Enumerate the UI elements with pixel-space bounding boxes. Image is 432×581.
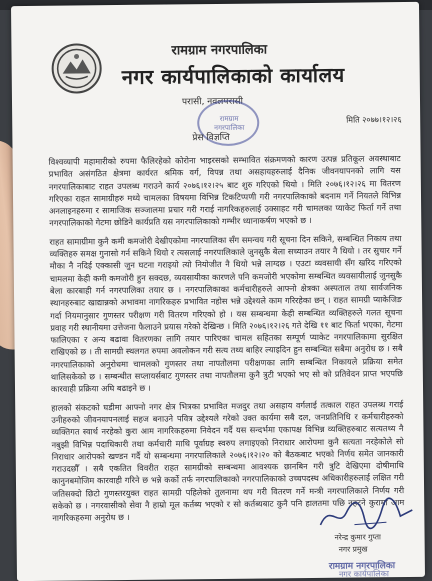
signatory-title: नगर प्रमुख: [338, 544, 368, 554]
office-title: नगर कार्यपालिकाको कार्यालय: [121, 62, 345, 89]
office-address: परासी, नवलपरासी: [181, 96, 243, 108]
signatory-name: नरेन्द्र कुमार गुप्ता: [334, 532, 381, 542]
stamp-line-1: रामग्राम नगरपालिका: [328, 561, 396, 572]
municipality-emblem-icon: [51, 43, 102, 94]
seal-text: रामग्राम नगरपालिका: [214, 114, 245, 133]
stamp-line-2: नगर कार्यपालिका: [338, 569, 389, 579]
paragraph-2: राहत सामाग्रीमा कुनै कमी कमजोरी देखीएकोमा नगरपालिका सँग समन्वय गरी सूचना दिन सकिने, सम्बन्धित निकाय तथा व्यक्तिहरु समक्ष गुनासो गर्न सकिने थियो र त्यसलाई नगरपालिकाले जुनसुकै बेला सच्याउन तयार नै थियो । तर सुचार गर्ने मौका नै नदिई एक्कासी जुन घटना गराइयो त्यो नियोजीत नै थियो भन्ने लाग्दछ । एउटा व्यवसायी सँग खरिद गरिएको चामलमा केही कमी कमजोरी हुन सक्दछ, व्यवसायीका कारणले पनि कमजोरी भएकोमा सम्बन्धित व्यवसायीलाई जुनसुकै बेला कारबाही गर्न नगरपालिका तयार छ । नगरपालिकाका कर्मचारीहरुले आफ्नो क्षेत्रका अस्पताल तथा सार्वजनिक स्थानहरुबाट खाद्यान्नको अभावमा नागरिकहरु प्रभावित नहोस भन्ने उद्देश्यले काम गरिरहेका छन् । राहत सामग्री प्याकेजिङ गर्दा नियमानुसार गुणस्तर परीक्षण गरी वितरण गरिएको हो । यस सम्बन्धमा केही सम्बन्धित व्यक्तिहरुले गलत सूचना प्रवाह गरी स्थानीयमा उत्तेजना फैलाउने प्रयास गरेको देखिन्छ । मिति २०७६।१२।२६ गते देखि ११ बाट फिर्ता भएका, गेटमा फालिएका र अन्य बढावा वितरणका लागि तयार पारिएका चामल सहितका सम्पूर्ण प्याकेट नगरपालिकामा सुरक्षित राखिएको छ । ती सामग्री स्थलगत रुपमा अवलोकन गरी सत्य तथ्य बाहिर ल्याइदिन हुन सम्बन्धित सबैमा अनुरोध छ । सबै नगरपालिकाको अनुरोधमा चामलको गुणस्तर तथा नापतौलमा परीक्षणका लागि सम्बन्धित निकायले प्रक्रिया समेत थालिसकेको छ । सम्बन्धीत सप्लायर्सबाट गुणस्तर तथा नापतौलमा कुनै त्रुटी भएको भए सो को प्रतिवेदन प्राप्त भएपछि कारवाही प्रक्रिया अघि बढाइने छ ।: [49, 232, 403, 395]
body-text: [49, 152, 405, 530]
paragraph-1: विश्वव्यापी महामारीको रुपमा फैलिरहेको कोरोना भाइरसको सम्भावित संक्रमणको कारण उत्पन्न प्रतिकूल अवस्थाबाट प्रभावित असंगठित क्षेत्रमा कार्यरत श्रमिक वर्ग, विपन्न तथा असहायहरुलाई दैनिक जीवनयापनको लागि यस नगरपालिकाबाट राहत उपलब्ध गराउने कार्य २०७६।१२।२५ बाट शुरु गरिएको थियो । मिति २०७६।१२।२६ मा वितरण गरिएका राहत सामाग्रीहरु मध्ये चामलका विषयमा विभिन्न टिकटिप्पणी गरी नगरपालिकाको बदनाम गर्ने नियतले विभिन्न अनलाइनहरुमा र सामाजिक सञ्जालमा प्रचार गरी गराई नागरिकहरुलाई उक्साहट गरी चामलका प्याकेट फिर्ता गर्ने तथा नगरपालिकाको गेटमा छोडिने कार्यप्रति यस नगरपालिकाको गम्भीर ध्यानाकर्षण भएको छ ।: [48, 153, 402, 229]
office-name-small: रामग्राम नगरपालिका: [171, 42, 268, 59]
press-release-document: [11, 2, 425, 581]
document-date: मिति २०७७।१२।२६: [346, 115, 402, 125]
paragraph-3: हालको संकटको घडीमा आफ्नो नगर क्षेत्र भित्रका प्रभावित मजदुर तथा असहाय वर्गलाई तत्काल राहत उपलब्ध गराई उनीहरुको जीवनयापनलाई सहज बनाउने पवित्र उद्देश्यले गरेको उक्त कार्यमा सबै दल, जनप्रतिनिधि र कर्मचारीहरुको व्यक्तिगत स्वार्थ नरहेको कुरा आम नागरिकहरुमा निवेदन गर्दै यस सन्दर्भमा एकापक्ष विभिन्न व्यक्तिहरुबाट सत्यतथ्य नै नबुझी विभिन्न पदाधिकारी तथा कर्मचारी माथि पूर्वाग्रह स्वरुप लगाइएको निराधार आरोपमा कुनै सत्यता नरहेकोले सो निराधार आरोपको खण्डन गर्दै यो सम्बन्धमा नगरपालिकाले २०७६।१२।२० को बैठकबाट भएको निर्णय समेत जानकारी गराउदछौँ । सबै एकतित विवरीत राहत सामग्रीको सम्बन्धमा आवश्यक छानबिन गरी त्रुटि देखिएमा दोषीमाथि कानुनबमोजिम कारवाही गरिने छ भन्ने कर्को तर्फ नगरपालिकाको नगरपालिकाको उच्चपदस्थ अधिकारीहरुलाई लक्षित गरी जतिसक्दो छिटो गुणस्तरयुक्त राहत सामग्री पहिलेको तुलनामा थप गरी वितरण गर्ने मन्त्री नगरपालिकाले निर्णय गरी सकेको छ । नगरवासीको सेवा नै हाम्रो मूल कर्तब्य भएको र सो कर्तब्यबाट कुनै पनि हालतमा पछि नहटने कुरामा आम नागरिकहरुमा अनुरोध छ ।: [51, 398, 405, 524]
press-release-label: प्रेस विज्ञप्ति: [192, 132, 230, 144]
